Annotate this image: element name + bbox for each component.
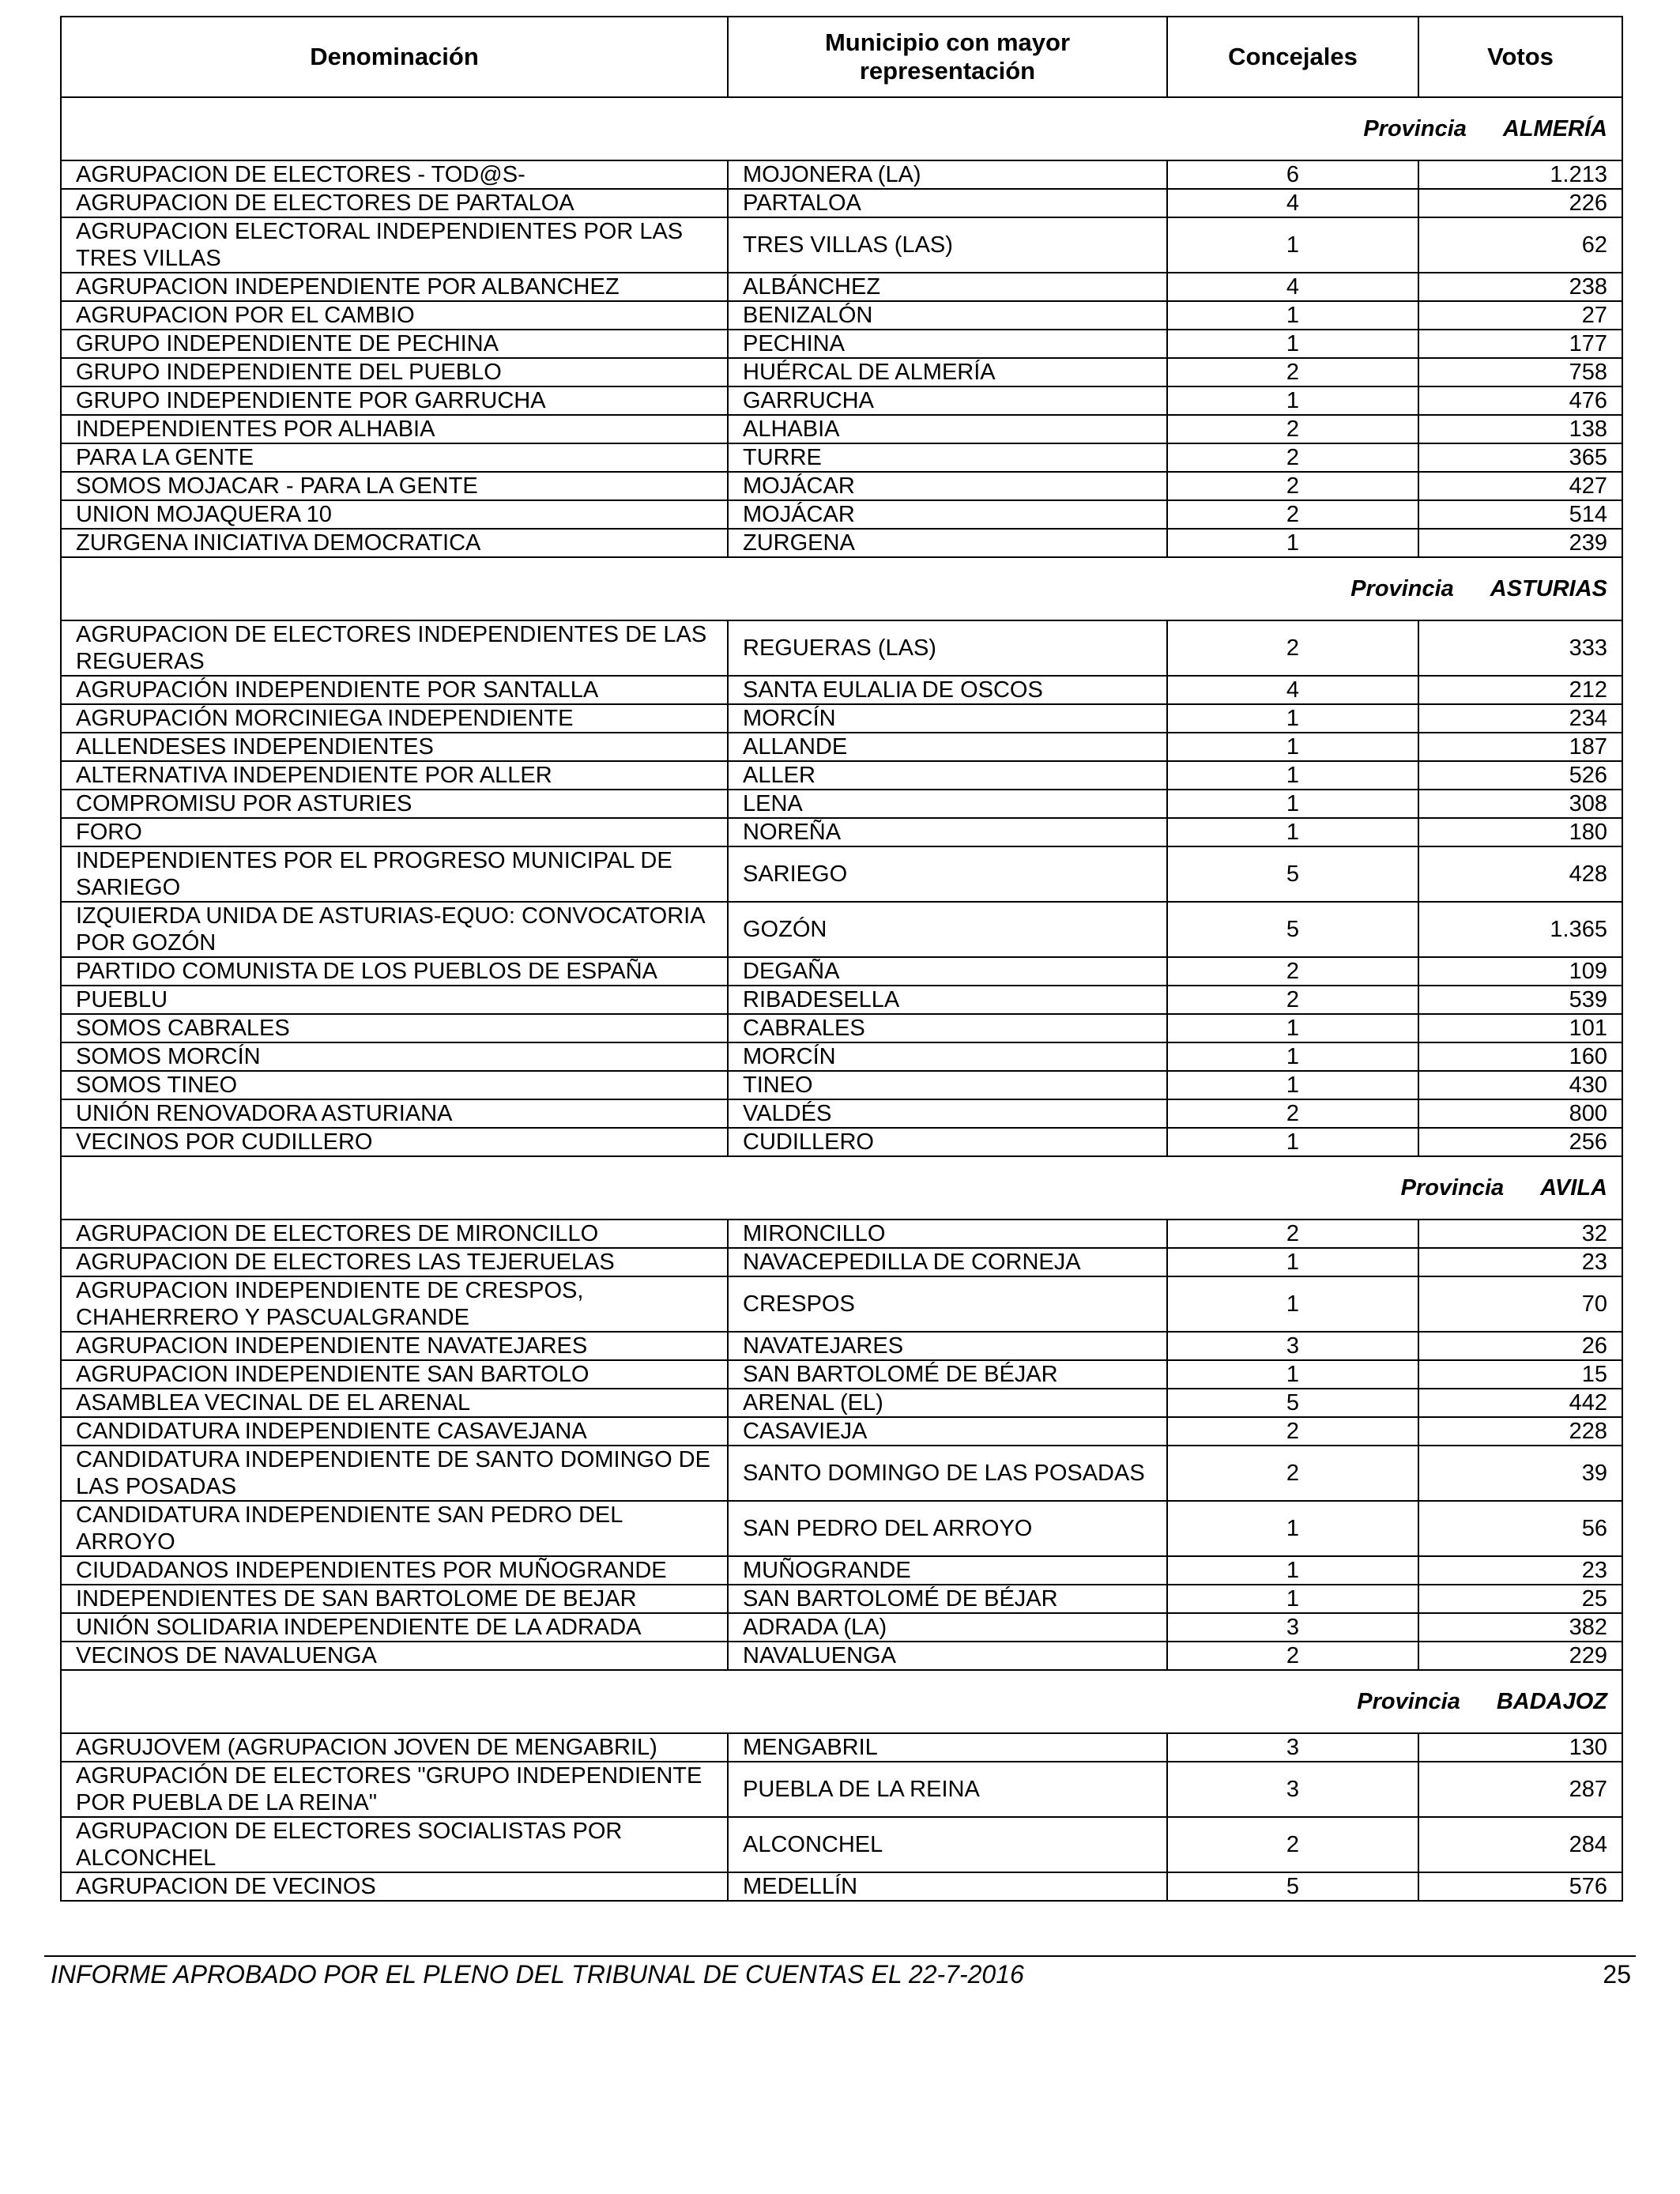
cell-votos: 62	[1418, 217, 1622, 273]
cell-concejales: 2	[1167, 1817, 1418, 1872]
cell-municipio: ZURGENA	[728, 529, 1167, 557]
cell-denominacion: INDEPENDIENTES DE SAN BARTOLOME DE BEJAR	[61, 1585, 728, 1613]
cell-municipio: ALCONCHEL	[728, 1817, 1167, 1872]
cell-denominacion: AGRUPACION ELECTORAL INDEPENDIENTES POR LAS TRES VILLAS	[61, 217, 728, 273]
cell-votos: 256	[1418, 1128, 1622, 1156]
cell-votos: 212	[1418, 676, 1622, 704]
cell-votos: 238	[1418, 273, 1622, 301]
cell-concejales: 1	[1167, 217, 1418, 273]
cell-denominacion: VECINOS DE NAVALUENGA	[61, 1642, 728, 1670]
cell-municipio: MOJÁCAR	[728, 472, 1167, 500]
cell-denominacion: ZURGENA INICIATIVA DEMOCRATICA	[61, 529, 728, 557]
cell-denominacion: INDEPENDIENTES POR EL PROGRESO MUNICIPAL DE SARIEGO	[61, 846, 728, 902]
table-row	[61, 1389, 1622, 1417]
table-row	[61, 217, 1622, 273]
table-row	[61, 1817, 1622, 1872]
table-row	[61, 301, 1622, 330]
table-row	[61, 358, 1622, 386]
cell-concejales: 5	[1167, 846, 1418, 902]
cell-votos: 239	[1418, 529, 1622, 557]
table-row	[61, 500, 1622, 529]
cell-votos: 160	[1418, 1042, 1622, 1071]
cell-municipio: NAVACEPEDILLA DE CORNEJA	[728, 1248, 1167, 1276]
table-row	[61, 733, 1622, 761]
cell-municipio: CUDILLERO	[728, 1128, 1167, 1156]
province-label: Provincia	[1357, 1689, 1460, 1714]
cell-denominacion: CANDIDATURA INDEPENDIENTE CASAVEJANA	[61, 1417, 728, 1446]
cell-votos: 287	[1418, 1762, 1622, 1817]
cell-concejales: 2	[1167, 358, 1418, 386]
cell-concejales: 5	[1167, 1389, 1418, 1417]
cell-concejales: 1	[1167, 1128, 1418, 1156]
cell-votos: 442	[1418, 1389, 1622, 1417]
province-name: ASTURIAS	[1490, 576, 1607, 601]
cell-denominacion: PARA LA GENTE	[61, 443, 728, 472]
cell-denominacion: AGRUPACION DE ELECTORES INDEPENDIENTES DE LAS REGUERAS	[61, 620, 728, 676]
cell-municipio: SANTA EULALIA DE OSCOS	[728, 676, 1167, 704]
cell-denominacion: VECINOS POR CUDILLERO	[61, 1128, 728, 1156]
footer-text: INFORME APROBADO POR EL PLENO DEL TRIBUNAL DE CUENTAS EL 22-7-2016	[51, 1960, 1024, 1989]
cell-municipio: NAVALUENGA	[728, 1642, 1167, 1670]
table-row	[61, 676, 1622, 704]
cell-municipio: MUÑOGRANDE	[728, 1556, 1167, 1585]
cell-concejales: 2	[1167, 620, 1418, 676]
cell-municipio: SARIEGO	[728, 846, 1167, 902]
table-row	[61, 529, 1622, 557]
cell-votos: 430	[1418, 1071, 1622, 1099]
cell-concejales: 1	[1167, 704, 1418, 733]
cell-votos: 180	[1418, 818, 1622, 846]
province-label: Provincia	[1350, 576, 1454, 601]
cell-votos: 427	[1418, 472, 1622, 500]
cell-municipio: TRES VILLAS (LAS)	[728, 217, 1167, 273]
cell-denominacion: UNIÓN SOLIDARIA INDEPENDIENTE DE LA ADRADA	[61, 1613, 728, 1642]
table-row	[61, 1613, 1622, 1642]
cell-votos: 476	[1418, 386, 1622, 415]
cell-concejales: 1	[1167, 1501, 1418, 1556]
cell-votos: 101	[1418, 1014, 1622, 1042]
cell-votos: 39	[1418, 1446, 1622, 1501]
cell-municipio: CASAVIEJA	[728, 1417, 1167, 1446]
table-row	[61, 443, 1622, 472]
cell-denominacion: SOMOS TINEO	[61, 1071, 728, 1099]
cell-municipio: GARRUCHA	[728, 386, 1167, 415]
cell-denominacion: CANDIDATURA INDEPENDIENTE SAN PEDRO DEL ARROYO	[61, 1501, 728, 1556]
table-row	[61, 1099, 1622, 1128]
cell-denominacion: AGRUPACION POR EL CAMBIO	[61, 301, 728, 330]
cell-municipio: MOJONERA (LA)	[728, 160, 1167, 189]
province-name: BADAJOZ	[1496, 1689, 1607, 1714]
cell-concejales: 3	[1167, 1332, 1418, 1360]
cell-denominacion: GRUPO INDEPENDIENTE POR GARRUCHA	[61, 386, 728, 415]
table-row	[61, 1556, 1622, 1585]
table-row	[61, 761, 1622, 790]
province-cell	[61, 1670, 1622, 1733]
cell-votos: 228	[1418, 1417, 1622, 1446]
cell-municipio: TINEO	[728, 1071, 1167, 1099]
cell-concejales: 2	[1167, 1099, 1418, 1128]
cell-denominacion: ALLENDESES INDEPENDIENTES	[61, 733, 728, 761]
cell-concejales: 5	[1167, 1872, 1418, 1901]
cell-denominacion: CIUDADANOS INDEPENDIENTES POR MUÑOGRANDE	[61, 1556, 728, 1585]
cell-votos: 800	[1418, 1099, 1622, 1128]
header-votos: Votos	[1418, 17, 1622, 97]
cell-denominacion: SOMOS CABRALES	[61, 1014, 728, 1042]
cell-votos: 365	[1418, 443, 1622, 472]
cell-concejales: 3	[1167, 1762, 1418, 1817]
cell-votos: 23	[1418, 1248, 1622, 1276]
province-row	[61, 1670, 1622, 1733]
table-row	[61, 818, 1622, 846]
cell-concejales: 1	[1167, 1042, 1418, 1071]
cell-municipio: DEGAÑA	[728, 957, 1167, 986]
cell-votos: 284	[1418, 1817, 1622, 1872]
table-row	[61, 1014, 1622, 1042]
page-number: 25	[1603, 1960, 1631, 1989]
cell-municipio: VALDÉS	[728, 1099, 1167, 1128]
cell-municipio: SAN BARTOLOMÉ DE BÉJAR	[728, 1360, 1167, 1389]
cell-votos: 576	[1418, 1872, 1622, 1901]
cell-denominacion: GRUPO INDEPENDIENTE DE PECHINA	[61, 330, 728, 358]
cell-municipio: MEDELLÍN	[728, 1872, 1167, 1901]
cell-votos: 70	[1418, 1276, 1622, 1332]
cell-concejales: 1	[1167, 529, 1418, 557]
cell-denominacion: AGRUPACION DE ELECTORES SOCIALISTAS POR ALCONCHEL	[61, 1817, 728, 1872]
cell-concejales: 2	[1167, 1446, 1418, 1501]
cell-concejales: 2	[1167, 472, 1418, 500]
cell-municipio: ALHABIA	[728, 415, 1167, 443]
cell-municipio: ADRADA (LA)	[728, 1613, 1167, 1642]
cell-denominacion: AGRUPACION INDEPENDIENTE NAVATEJARES	[61, 1332, 728, 1360]
cell-municipio: ALLANDE	[728, 733, 1167, 761]
cell-denominacion: PUEBLU	[61, 986, 728, 1014]
cell-municipio: PARTALOA	[728, 189, 1167, 217]
cell-denominacion: AGRUPACIÓN INDEPENDIENTE POR SANTALLA	[61, 676, 728, 704]
cell-municipio: REGUERAS (LAS)	[728, 620, 1167, 676]
cell-municipio: MIRONCILLO	[728, 1220, 1167, 1248]
table-row	[61, 902, 1622, 957]
cell-votos: 1.365	[1418, 902, 1622, 957]
cell-votos: 234	[1418, 704, 1622, 733]
cell-concejales: 1	[1167, 386, 1418, 415]
cell-concejales: 1	[1167, 1360, 1418, 1389]
table-row	[61, 1501, 1622, 1556]
cell-concejales: 2	[1167, 1417, 1418, 1446]
table-row	[61, 1042, 1622, 1071]
cell-denominacion: AGRUPACION INDEPENDIENTE POR ALBANCHEZ	[61, 273, 728, 301]
table-row	[61, 1446, 1622, 1501]
cell-concejales: 1	[1167, 818, 1418, 846]
province-cell	[61, 97, 1622, 160]
cell-municipio: HUÉRCAL DE ALMERÍA	[728, 358, 1167, 386]
cell-votos: 308	[1418, 790, 1622, 818]
cell-municipio: MOJÁCAR	[728, 500, 1167, 529]
cell-votos: 1.213	[1418, 160, 1622, 189]
cell-concejales: 2	[1167, 443, 1418, 472]
cell-denominacion: AGRUPACION DE ELECTORES DE PARTALOA	[61, 189, 728, 217]
table-row	[61, 1332, 1622, 1360]
cell-concejales: 1	[1167, 733, 1418, 761]
table-row	[61, 330, 1622, 358]
table-row	[61, 846, 1622, 902]
province-cell	[61, 1156, 1622, 1220]
cell-concejales: 1	[1167, 1248, 1418, 1276]
cell-denominacion: AGRUPACIÓN DE ELECTORES "GRUPO INDEPENDIENTE POR PUEBLA DE LA REINA"	[61, 1762, 728, 1817]
cell-votos: 526	[1418, 761, 1622, 790]
cell-concejales: 2	[1167, 415, 1418, 443]
cell-municipio: TURRE	[728, 443, 1167, 472]
cell-municipio: LENA	[728, 790, 1167, 818]
header-row	[61, 17, 1622, 97]
cell-municipio: NOREÑA	[728, 818, 1167, 846]
cell-denominacion: SOMOS MORCÍN	[61, 1042, 728, 1071]
cell-concejales: 3	[1167, 1613, 1418, 1642]
cell-denominacion: SOMOS MOJACAR - PARA LA GENTE	[61, 472, 728, 500]
table-row	[61, 704, 1622, 733]
cell-denominacion: IZQUIERDA UNIDA DE ASTURIAS-EQUO: CONVOCATORIA POR GOZÓN	[61, 902, 728, 957]
cell-denominacion: AGRUPACION DE VECINOS	[61, 1872, 728, 1901]
cell-municipio: MORCÍN	[728, 1042, 1167, 1071]
cell-municipio: PECHINA	[728, 330, 1167, 358]
cell-votos: 758	[1418, 358, 1622, 386]
cell-votos: 23	[1418, 1556, 1622, 1585]
province-label: Provincia	[1400, 1175, 1505, 1201]
table-body	[61, 97, 1622, 1901]
table-row	[61, 1872, 1622, 1901]
cell-votos: 187	[1418, 733, 1622, 761]
table-row	[61, 1071, 1622, 1099]
province-row	[61, 1156, 1622, 1220]
cell-concejales: 1	[1167, 1071, 1418, 1099]
cell-municipio: MENGABRIL	[728, 1733, 1167, 1762]
cell-municipio: RIBADESELLA	[728, 986, 1167, 1014]
cell-municipio: ARENAL (EL)	[728, 1389, 1167, 1417]
cell-votos: 177	[1418, 330, 1622, 358]
cell-denominacion: INDEPENDIENTES POR ALHABIA	[61, 415, 728, 443]
cell-denominacion: AGRUJOVEM (AGRUPACION JOVEN DE MENGABRIL)	[61, 1733, 728, 1762]
cell-municipio: SAN PEDRO DEL ARROYO	[728, 1501, 1167, 1556]
table-row	[61, 1642, 1622, 1670]
table-row	[61, 415, 1622, 443]
table-row	[61, 790, 1622, 818]
cell-denominacion: AGRUPACION INDEPENDIENTE DE CRESPOS, CHAHERRERO Y PASCUALGRANDE	[61, 1276, 728, 1332]
cell-votos: 109	[1418, 957, 1622, 986]
cell-votos: 382	[1418, 1613, 1622, 1642]
header-concejales: Concejales	[1167, 17, 1418, 97]
cell-concejales: 4	[1167, 273, 1418, 301]
header-municipio: Municipio con mayor representación	[728, 17, 1167, 97]
cell-denominacion: COMPROMISU POR ASTURIES	[61, 790, 728, 818]
cell-concejales: 1	[1167, 1276, 1418, 1332]
cell-municipio: ALBÁNCHEZ	[728, 273, 1167, 301]
cell-concejales: 6	[1167, 160, 1418, 189]
cell-votos: 226	[1418, 189, 1622, 217]
province-name: ALMERÍA	[1502, 116, 1607, 141]
cell-denominacion: CANDIDATURA INDEPENDIENTE DE SANTO DOMINGO DE LAS POSADAS	[61, 1446, 728, 1501]
cell-denominacion: AGRUPACION DE ELECTORES - TOD@S-	[61, 160, 728, 189]
cell-denominacion: UNIÓN RENOVADORA ASTURIANA	[61, 1099, 728, 1128]
cell-concejales: 1	[1167, 301, 1418, 330]
province-row	[61, 97, 1622, 160]
cell-denominacion: AGRUPACION DE ELECTORES DE MIRONCILLO	[61, 1220, 728, 1248]
cell-denominacion: GRUPO INDEPENDIENTE DEL PUEBLO	[61, 358, 728, 386]
table-row	[61, 1128, 1622, 1156]
cell-municipio: PUEBLA DE LA REINA	[728, 1762, 1167, 1817]
cell-votos: 56	[1418, 1501, 1622, 1556]
cell-votos: 15	[1418, 1360, 1622, 1389]
cell-concejales: 1	[1167, 1585, 1418, 1613]
table-row	[61, 189, 1622, 217]
cell-concejales: 4	[1167, 189, 1418, 217]
cell-votos: 26	[1418, 1332, 1622, 1360]
cell-denominacion: AGRUPACIÓN MORCINIEGA INDEPENDIENTE	[61, 704, 728, 733]
table-row	[61, 273, 1622, 301]
cell-votos: 539	[1418, 986, 1622, 1014]
cell-votos: 138	[1418, 415, 1622, 443]
cell-denominacion: UNION MOJAQUERA 10	[61, 500, 728, 529]
cell-municipio: CRESPOS	[728, 1276, 1167, 1332]
cell-municipio: MORCÍN	[728, 704, 1167, 733]
province-name: AVILA	[1540, 1175, 1607, 1201]
cell-concejales: 2	[1167, 500, 1418, 529]
cell-votos: 32	[1418, 1220, 1622, 1248]
cell-votos: 229	[1418, 1642, 1622, 1670]
cell-concejales: 1	[1167, 1014, 1418, 1042]
footer-rule	[44, 1955, 1636, 1957]
table-row	[61, 1248, 1622, 1276]
table-row	[61, 1276, 1622, 1332]
province-label: Provincia	[1363, 116, 1467, 141]
cell-denominacion: AGRUPACION INDEPENDIENTE SAN BARTOLO	[61, 1360, 728, 1389]
cell-votos: 25	[1418, 1585, 1622, 1613]
cell-denominacion: FORO	[61, 818, 728, 846]
cell-denominacion: ALTERNATIVA INDEPENDIENTE POR ALLER	[61, 761, 728, 790]
table-row	[61, 1585, 1622, 1613]
cell-municipio: ALLER	[728, 761, 1167, 790]
cell-concejales: 2	[1167, 1642, 1418, 1670]
province-row	[61, 557, 1622, 620]
cell-municipio: SAN BARTOLOMÉ DE BÉJAR	[728, 1585, 1167, 1613]
table-row	[61, 386, 1622, 415]
cell-concejales: 1	[1167, 761, 1418, 790]
cell-concejales: 2	[1167, 986, 1418, 1014]
header-denominacion: Denominación	[61, 17, 728, 97]
cell-concejales: 1	[1167, 790, 1418, 818]
table-row	[61, 1220, 1622, 1248]
cell-municipio: GOZÓN	[728, 902, 1167, 957]
cell-concejales: 1	[1167, 330, 1418, 358]
cell-concejales: 5	[1167, 902, 1418, 957]
cell-concejales: 2	[1167, 957, 1418, 986]
results-table	[60, 16, 1623, 1902]
table-row	[61, 620, 1622, 676]
cell-municipio: NAVATEJARES	[728, 1332, 1167, 1360]
cell-votos: 514	[1418, 500, 1622, 529]
cell-votos: 130	[1418, 1733, 1622, 1762]
cell-votos: 428	[1418, 846, 1622, 902]
table-row	[61, 1360, 1622, 1389]
cell-concejales: 4	[1167, 676, 1418, 704]
cell-municipio: SANTO DOMINGO DE LAS POSADAS	[728, 1446, 1167, 1501]
table-row	[61, 957, 1622, 986]
table-row	[61, 1762, 1622, 1817]
table-row	[61, 1417, 1622, 1446]
cell-municipio: CABRALES	[728, 1014, 1167, 1042]
cell-municipio: BENIZALÓN	[728, 301, 1167, 330]
cell-votos: 333	[1418, 620, 1622, 676]
cell-concejales: 3	[1167, 1733, 1418, 1762]
province-cell	[61, 557, 1622, 620]
cell-denominacion: AGRUPACION DE ELECTORES LAS TEJERUELAS	[61, 1248, 728, 1276]
table-row	[61, 1733, 1622, 1762]
cell-concejales: 1	[1167, 1556, 1418, 1585]
cell-denominacion: ASAMBLEA VECINAL DE EL ARENAL	[61, 1389, 728, 1417]
cell-denominacion: PARTIDO COMUNISTA DE LOS PUEBLOS DE ESPAÑA	[61, 957, 728, 986]
table-row	[61, 472, 1622, 500]
table-row	[61, 160, 1622, 189]
cell-concejales: 2	[1167, 1220, 1418, 1248]
table-row	[61, 986, 1622, 1014]
cell-votos: 27	[1418, 301, 1622, 330]
